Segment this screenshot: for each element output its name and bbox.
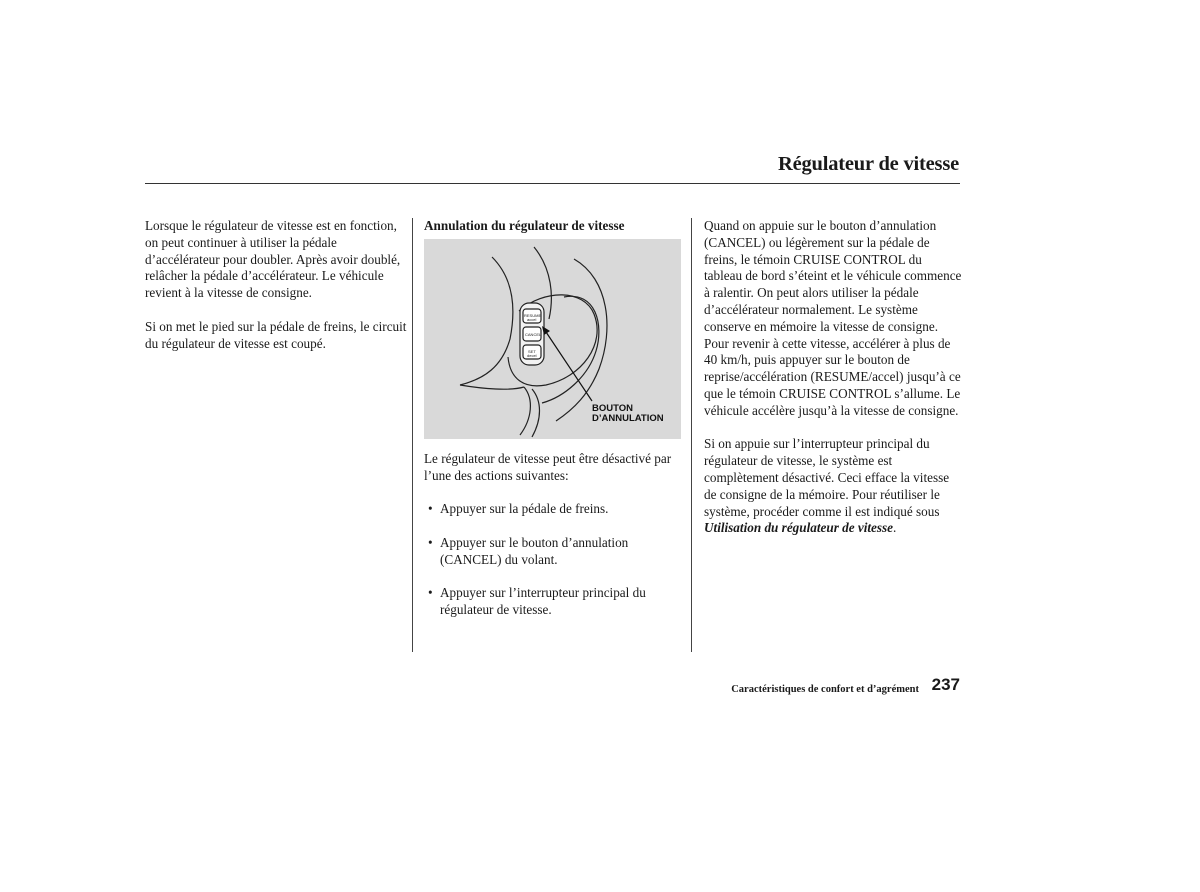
svg-text:CANCEL: CANCEL bbox=[525, 331, 542, 337]
page-title: Régulateur de vitesse bbox=[777, 153, 959, 175]
svg-text:decel: decel bbox=[527, 352, 537, 358]
paragraph-overtaking: Lorsque le régulateur de vitesse est en fonction, on peut continuer à utiliser la pédale d’accélérateur pour doubler. Après avoir doublé, relâcher la pédale d’accélérateur. Le véhicule revient à la vitesse de consigne. bbox=[145, 218, 401, 301]
paragraph-brake-pedal: Si on met le pied sur la pédale de freins, le circuit du régulateur de vitesse est coupé. bbox=[145, 318, 407, 351]
list-item bbox=[424, 535, 682, 569]
list-item bbox=[424, 585, 682, 619]
callout-line-2: D’ANNULATION bbox=[592, 413, 664, 425]
column-2 bbox=[424, 218, 682, 636]
paragraph-deactivation-intro: Le régulateur de vitesse peut être désactivé par l’une des actions suivantes: bbox=[424, 450, 672, 483]
main-switch-text: Si on appuie sur l’interrupteur principal du régulateur de vitesse, le système est complètement désactivé. Ceci efface la vitesse de consigne de la mémoire. Pour réutiliser le système, procéder comme il est indiqué sous bbox=[704, 436, 950, 519]
cancel-button-callout bbox=[592, 404, 664, 425]
column-divider-2 bbox=[691, 218, 692, 652]
callout-line-1: BOUTON bbox=[592, 402, 633, 414]
list-item-text: Appuyer sur la pédale de freins. bbox=[440, 501, 609, 517]
column-1 bbox=[145, 218, 407, 369]
bullet-icon: • bbox=[428, 585, 433, 601]
main-switch-period: . bbox=[893, 520, 897, 536]
bullet-icon: • bbox=[428, 501, 433, 517]
svg-text:RESUME: RESUME bbox=[524, 312, 542, 318]
deactivation-list bbox=[424, 501, 682, 619]
list-item-text: Appuyer sur le bouton d’annulation (CANCEL) du volant. bbox=[440, 534, 629, 567]
bullet-icon: • bbox=[428, 534, 433, 550]
title-rule bbox=[145, 183, 960, 184]
page-number: 237 bbox=[931, 675, 960, 694]
steering-wheel-figure bbox=[424, 239, 681, 439]
list-item bbox=[424, 501, 682, 518]
footer-section-name: Caractéristiques de confort et d’agrément bbox=[731, 684, 919, 695]
list-item-text: Appuyer sur l’interrupteur principal du régulateur de vitesse. bbox=[440, 585, 646, 617]
column-3 bbox=[704, 218, 962, 554]
section-heading-cancel: Annulation du régulateur de vitesse bbox=[424, 218, 625, 233]
cross-reference-link: Utilisation du régulateur de vitesse bbox=[704, 520, 894, 536]
column-divider-1 bbox=[412, 218, 413, 652]
svg-text:accel: accel bbox=[527, 316, 537, 322]
paragraph-cancel-behavior: Quand on appuie sur le bouton d’annulation (CANCEL) ou légèrement sur la pédale de freins, le témoin CRUISE CONTROL du tableau de bord s’éteint et le véhicule commence à ralentir. On peut alors utiliser la pédale d’accélérateur normalement. Le système conserve en mémoire la vitesse de consigne. Pour revenir à cette vitesse, accélérer à plus de 40 km/h, puis appuyer sur le bouton de reprise/accélération (RESUME/accel) jusqu’à ce que le témoin CRUISE CONTROL s’allume. Le véhicule accélère jusqu’à la vitesse de consigne. bbox=[704, 218, 962, 418]
svg-text:SET: SET bbox=[528, 348, 536, 354]
paragraph-main-switch bbox=[704, 436, 962, 537]
